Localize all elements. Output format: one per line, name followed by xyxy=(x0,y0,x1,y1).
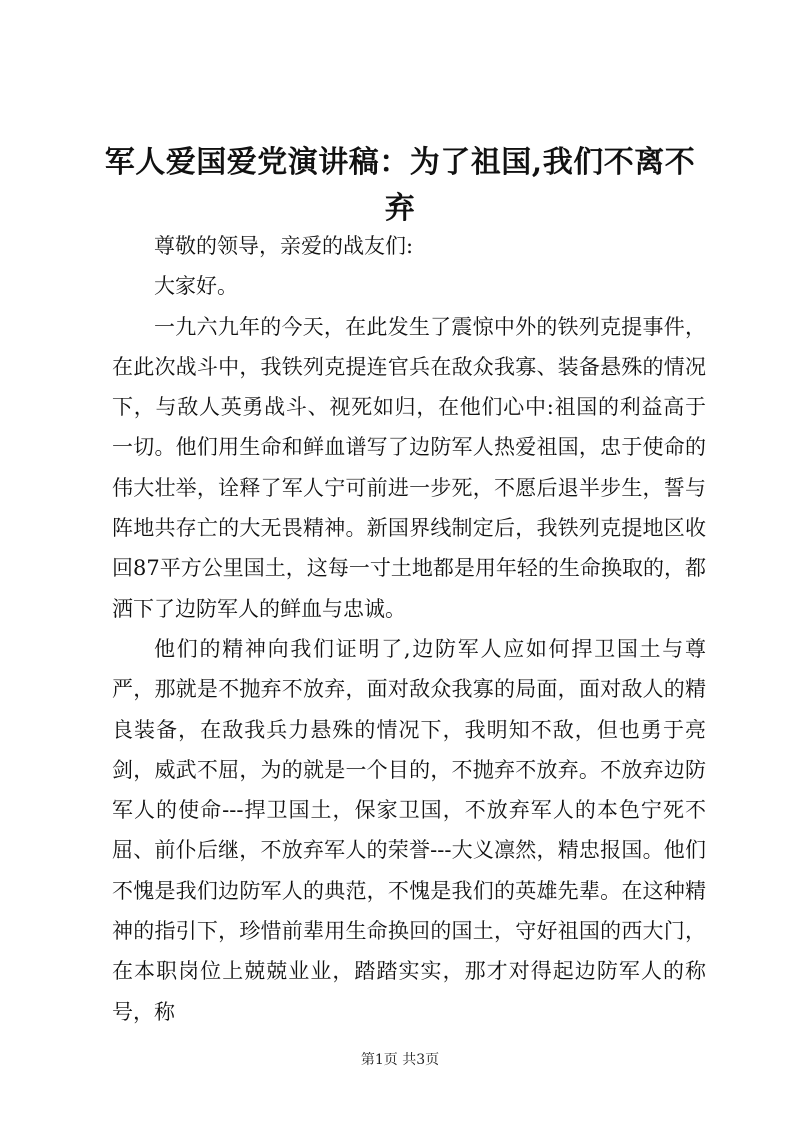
paragraph-hello: 大家好。 xyxy=(154,274,238,299)
paragraph-greeting: 尊敬的领导，亲爱的战友们: xyxy=(154,234,414,258)
paragraph-spirit: 他们的精神向我们证明了,边防军人应如何捍卫国土与尊严，那就是不抛弃不放弃，面对敌众我寡的局面，面对敌人的精良装备，在敌我兵力悬殊的情况下，我明知不敌，但也勇于亮剑，威武不屈，为的就是一个目的，不抛弃不放弃。不放弃边防军人的使命---捍卫国土，保家卫国，不放弃军人的本色宁死不屈、前仆后继，不放弃军人的荣誉---大义凛然，精忠报国。他们不愧是我们边防军人的典范，不愧是我们的英雄先辈。在这种精神的指引下，珍惜前辈用生命换回的国土，守好祖国的西大门，在本职岗位上兢兢业业，踏踏实实，那才对得起边防军人的称号，称 xyxy=(112,636,706,1024)
page-footer: 第1页 共3页 xyxy=(360,1052,440,1068)
document-body xyxy=(112,226,706,1032)
document-title: 军人爱国爱党演讲稿：为了祖国,我们不离不弃 xyxy=(104,145,696,226)
paragraph-history: 一九六九年的今天，在此发生了震惊中外的铁列克提事件，在此次战斗中，我铁列克提连官兵在敌众我寡、装备悬殊的情况下，与敌人英勇战斗、视死如归，在他们心中:祖国的利益高于一切。他们用生命和鲜血谱写了边防军人热爱祖国，忠于使命的伟大壮举，诠释了军人宁可前进一步死，不愿后退半步生，誓与阵地共存亡的大无畏精神。新国界线制定后，我铁列克提地区收回87平方公里国土，这每一寸土地都是用年轻的生命换取的，都洒下了边防军人的鲜血与忠诚。 xyxy=(112,314,706,621)
